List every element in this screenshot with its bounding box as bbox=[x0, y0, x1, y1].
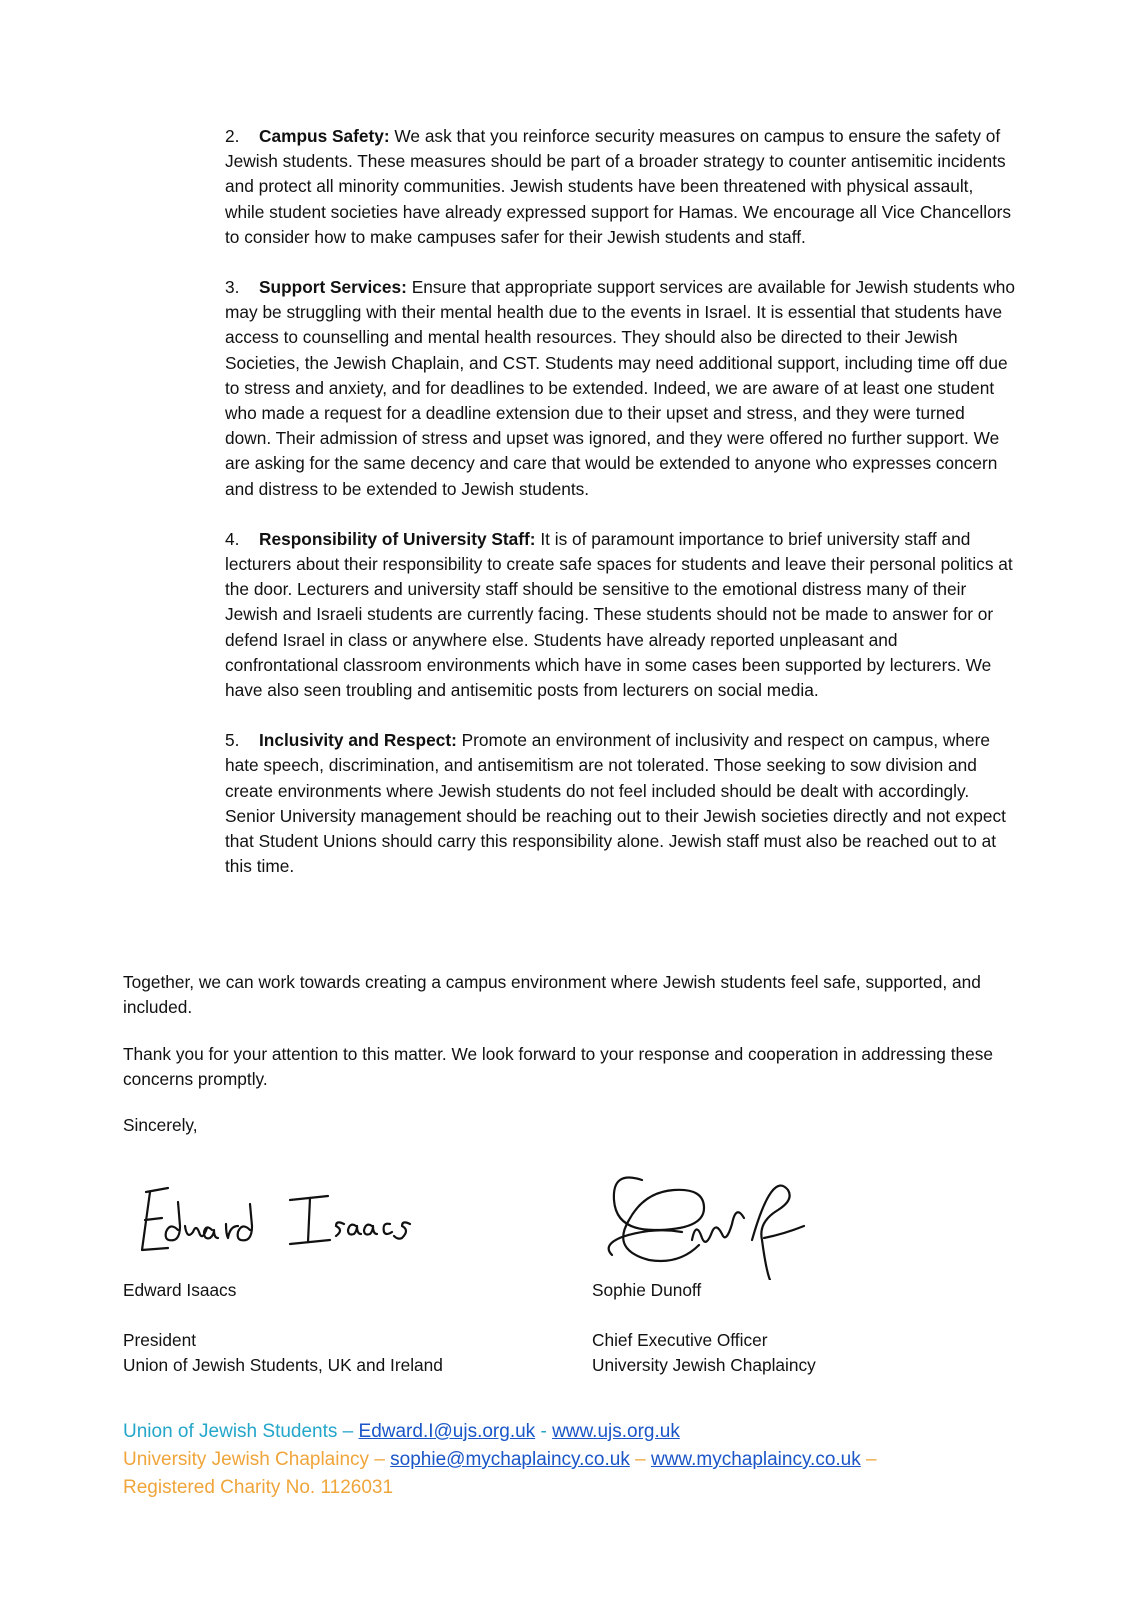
ujc-email-link[interactable]: sophie@mychaplaincy.co.uk bbox=[390, 1449, 630, 1470]
item-text: Ensure that appropriate support services are available for Jewish students who may be struggling with their mental health due to the events in Israel. It is essential that students have access to counselling and mental health resources. They should also be directed to their Jewish Societies, the Jewish Chaplain, and CST. Students may need additional support, including time off due to stress and anxiety, and for deadlines to be extended. Indeed, we are aware of at least one student who made a request for a deadline extension due to their upset and stress, and they were turned down. Their admission of stress and upset was ignored, and they were offered no further support. We are asking for the same decency and care that would be extended to anyone who expresses concern and distress to be extended to Jewish students. bbox=[225, 277, 1015, 499]
thanks-paragraph: Thank you for your attention to this matter. We look forward to your response and cooperation in addressing these concerns promptly. bbox=[123, 1044, 993, 1090]
ujs-email-link[interactable]: Edward.I@ujs.org.uk bbox=[358, 1421, 536, 1442]
sincerely: Sincerely, bbox=[123, 1115, 198, 1135]
item-heading: Campus Safety: bbox=[259, 126, 390, 146]
footer-separator: - bbox=[535, 1421, 553, 1442]
list-item-support-services bbox=[225, 275, 1015, 502]
footer-charity-number: Registered Charity No. 1126031 bbox=[123, 1477, 394, 1498]
footer-dash: – bbox=[337, 1421, 359, 1442]
signatory-name: Edward Isaacs bbox=[123, 1280, 237, 1300]
list-item-university-staff bbox=[225, 527, 1015, 703]
signatory-title: Chief Executive Officer bbox=[592, 1330, 768, 1351]
ujs-website-link[interactable]: www.ujs.org.uk bbox=[552, 1421, 680, 1442]
item-number: 3. bbox=[225, 277, 240, 298]
item-number: 5. bbox=[225, 730, 240, 751]
item-number: 2. bbox=[225, 126, 240, 146]
item-text: It is of paramount importance to brief university staff and lecturers about their responsibility to create safe spaces for students and leave their personal politics at the door. Lecturers and university staff should be sensitive to the emotional distress many of their Jewish and Israeli students are currently facing. These students should not be made to answer for or defend Israel in class or anywhere else. Students have already reported unpleasant and confrontational classroom environments which have in some cases been supported by lecturers. We have also seen troubling and antisemitic posts from lecturers on social media. bbox=[225, 528, 1013, 701]
footer-dash: – bbox=[369, 1449, 391, 1470]
signatory-sophie bbox=[592, 1278, 816, 1379]
signatory-edward bbox=[123, 1278, 443, 1379]
item-number: 4. bbox=[225, 528, 240, 549]
list-item-inclusivity bbox=[225, 728, 1015, 879]
item-heading: Responsibility of University Staff: bbox=[259, 528, 536, 549]
footer-line-ujc bbox=[123, 1446, 877, 1474]
footer-dash: – bbox=[860, 1449, 877, 1470]
letter-footer bbox=[123, 1418, 877, 1502]
signatory-organisation: University Jewish Chaplaincy bbox=[592, 1355, 816, 1376]
signature-edward-isaacs bbox=[130, 1180, 430, 1260]
signatory-organisation: Union of Jewish Students, UK and Ireland bbox=[123, 1355, 443, 1376]
item-heading: Inclusivity and Respect: bbox=[259, 730, 457, 751]
signatory-name: Sophie Dunoff bbox=[592, 1280, 702, 1300]
item-heading: Support Services: bbox=[259, 277, 407, 298]
item-text: Promote an environment of inclusivity and respect on campus, where hate speech, discrimination, and antisemitism are not tolerated. Those seeking to sow division and create environments where Jewish students do not feel included should be dealt with accordingly. Senior University management should be reaching out to their Jewish societies directly and not expect that Student Unions should carry this responsibility alone. Jewish staff must also be reached out to at this time. bbox=[225, 730, 1006, 877]
item-text: We ask that you reinforce security measures on campus to ensure the safety of Jewish students. These measures should be part of a broader strategy to counter antisemitic incidents and protect all minority communities. Jewish students have been threatened with physical assault, while student societies have already expressed support for Hamas. We encourage all Vice Chancellors to consider how to make campuses safer for their Jewish students and staff. bbox=[225, 126, 1012, 247]
together-paragraph: Together, we can work towards creating a campus environment where Jewish students feel safe, supported, and included. bbox=[123, 972, 981, 1018]
footer-line-ujs bbox=[123, 1418, 877, 1446]
list-item-campus-safety bbox=[225, 124, 1015, 250]
signatory-title: President bbox=[123, 1330, 197, 1351]
request-list bbox=[225, 124, 1015, 904]
footer-ujs-name: Union of Jewish Students bbox=[123, 1421, 338, 1442]
signature-sophie-dunoff bbox=[592, 1160, 812, 1280]
ujc-website-link[interactable]: www.mychaplaincy.co.uk bbox=[650, 1449, 861, 1470]
footer-ujc-name: University Jewish Chaplaincy bbox=[123, 1449, 370, 1470]
footer-dash: – bbox=[629, 1449, 651, 1470]
